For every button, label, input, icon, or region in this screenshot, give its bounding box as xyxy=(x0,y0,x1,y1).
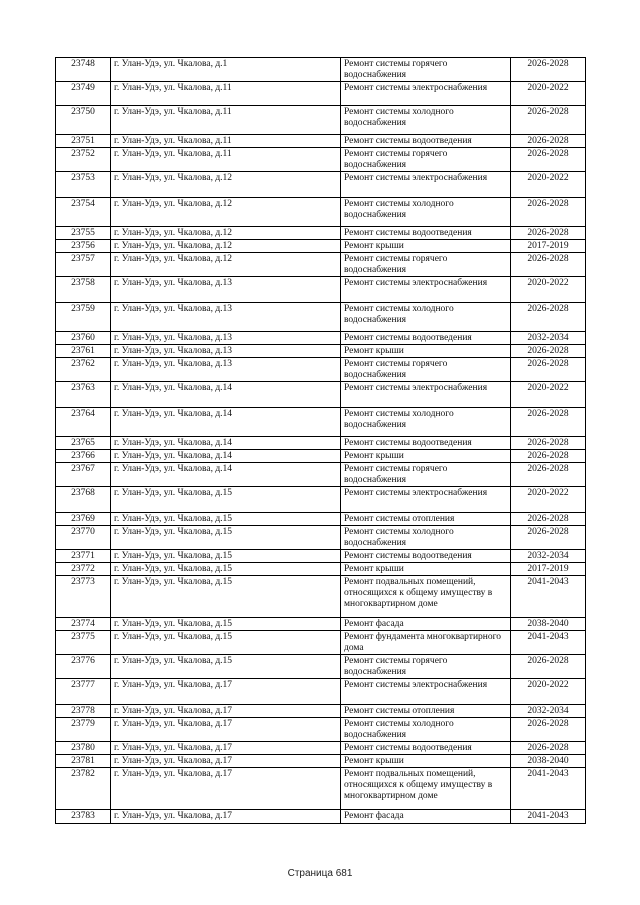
period-cell: 2020-2022 xyxy=(511,679,586,705)
period-cell: 2041-2043 xyxy=(511,631,586,655)
period-cell: 2041-2043 xyxy=(511,768,586,810)
period-cell: 2026-2028 xyxy=(511,450,586,463)
row-number-cell: 23772 xyxy=(56,563,111,576)
work-type-cell: Ремонт системы электроснабжения xyxy=(341,277,511,303)
table-row xyxy=(56,382,586,408)
work-type-cell: Ремонт системы холодного водоснабжения xyxy=(341,198,511,227)
address-cell: г. Улан-Удэ, ул. Чкалова, д.11 xyxy=(111,135,341,148)
address-cell: г. Улан-Удэ, ул. Чкалова, д.17 xyxy=(111,718,341,742)
work-type-cell: Ремонт системы горячего водоснабжения xyxy=(341,358,511,382)
work-type-cell: Ремонт системы водоотведения xyxy=(341,437,511,450)
work-type-cell: Ремонт системы электроснабжения xyxy=(341,172,511,198)
address-cell: г. Улан-Удэ, ул. Чкалова, д.15 xyxy=(111,563,341,576)
period-cell: 2026-2028 xyxy=(511,148,586,172)
period-cell: 2026-2028 xyxy=(511,408,586,437)
address-cell: г. Улан-Удэ, ул. Чкалова, д.15 xyxy=(111,487,341,513)
table-row xyxy=(56,450,586,463)
period-cell: 2038-2040 xyxy=(511,618,586,631)
work-type-cell: Ремонт системы отопления xyxy=(341,705,511,718)
table-row xyxy=(56,408,586,437)
row-number-cell: 23770 xyxy=(56,526,111,550)
row-number-cell: 23781 xyxy=(56,755,111,768)
table-row xyxy=(56,755,586,768)
row-number-cell: 23759 xyxy=(56,303,111,332)
row-number-cell: 23751 xyxy=(56,135,111,148)
table-row xyxy=(56,358,586,382)
table-row xyxy=(56,106,586,135)
work-type-cell: Ремонт системы горячего водоснабжения xyxy=(341,253,511,277)
table-row xyxy=(56,253,586,277)
work-type-cell: Ремонт фасада xyxy=(341,810,511,824)
work-type-cell: Ремонт системы отопления xyxy=(341,513,511,526)
work-type-cell: Ремонт крыши xyxy=(341,240,511,253)
period-cell: 2020-2022 xyxy=(511,172,586,198)
work-type-cell: Ремонт системы водоотведения xyxy=(341,227,511,240)
address-cell: г. Улан-Удэ, ул. Чкалова, д.11 xyxy=(111,148,341,172)
row-number-cell: 23778 xyxy=(56,705,111,718)
table-row xyxy=(56,742,586,755)
table-row xyxy=(56,437,586,450)
work-type-cell: Ремонт системы горячего водоснабжения xyxy=(341,58,511,82)
work-type-cell: Ремонт крыши xyxy=(341,563,511,576)
row-number-cell: 23762 xyxy=(56,358,111,382)
address-cell: г. Улан-Удэ, ул. Чкалова, д.12 xyxy=(111,227,341,240)
period-cell: 2026-2028 xyxy=(511,227,586,240)
table-row xyxy=(56,198,586,227)
row-number-cell: 23777 xyxy=(56,679,111,705)
row-number-cell: 23755 xyxy=(56,227,111,240)
address-cell: г. Улан-Удэ, ул. Чкалова, д.13 xyxy=(111,358,341,382)
work-type-cell: Ремонт системы горячего водоснабжения xyxy=(341,655,511,679)
work-type-cell: Ремонт системы электроснабжения xyxy=(341,679,511,705)
table-row xyxy=(56,303,586,332)
period-cell: 2032-2034 xyxy=(511,332,586,345)
address-cell: г. Улан-Удэ, ул. Чкалова, д.11 xyxy=(111,82,341,106)
address-cell: г. Улан-Удэ, ул. Чкалова, д.14 xyxy=(111,408,341,437)
row-number-cell: 23776 xyxy=(56,655,111,679)
work-type-cell: Ремонт системы водоотведения xyxy=(341,332,511,345)
work-type-cell: Ремонт фасада xyxy=(341,618,511,631)
address-cell: г. Улан-Удэ, ул. Чкалова, д.12 xyxy=(111,240,341,253)
row-number-cell: 23749 xyxy=(56,82,111,106)
row-number-cell: 23771 xyxy=(56,550,111,563)
work-type-cell: Ремонт системы электроснабжения xyxy=(341,382,511,408)
row-number-cell: 23764 xyxy=(56,408,111,437)
address-cell: г. Улан-Удэ, ул. Чкалова, д.15 xyxy=(111,618,341,631)
work-type-cell: Ремонт системы водоотведения xyxy=(341,135,511,148)
address-cell: г. Улан-Удэ, ул. Чкалова, д.13 xyxy=(111,332,341,345)
address-cell: г. Улан-Удэ, ул. Чкалова, д.13 xyxy=(111,345,341,358)
address-cell: г. Улан-Удэ, ул. Чкалова, д.12 xyxy=(111,253,341,277)
work-type-cell: Ремонт системы холодного водоснабжения xyxy=(341,106,511,135)
work-type-cell: Ремонт системы холодного водоснабжения xyxy=(341,408,511,437)
address-cell: г. Улан-Удэ, ул. Чкалова, д.11 xyxy=(111,106,341,135)
work-type-cell: Ремонт крыши xyxy=(341,755,511,768)
period-cell: 2026-2028 xyxy=(511,303,586,332)
work-type-cell: Ремонт крыши xyxy=(341,345,511,358)
address-cell: г. Улан-Удэ, ул. Чкалова, д.17 xyxy=(111,755,341,768)
table-row xyxy=(56,227,586,240)
row-number-cell: 23768 xyxy=(56,487,111,513)
address-cell: г. Улан-Удэ, ул. Чкалова, д.15 xyxy=(111,576,341,618)
table-row xyxy=(56,618,586,631)
row-number-cell: 23758 xyxy=(56,277,111,303)
table-row xyxy=(56,463,586,487)
row-number-cell: 23769 xyxy=(56,513,111,526)
work-type-cell: Ремонт системы водоотведения xyxy=(341,550,511,563)
table-row xyxy=(56,332,586,345)
address-cell: г. Улан-Удэ, ул. Чкалова, д.12 xyxy=(111,198,341,227)
address-cell: г. Улан-Удэ, ул. Чкалова, д.14 xyxy=(111,450,341,463)
address-cell: г. Улан-Удэ, ул. Чкалова, д.1 xyxy=(111,58,341,82)
period-cell: 2026-2028 xyxy=(511,198,586,227)
row-number-cell: 23756 xyxy=(56,240,111,253)
address-cell: г. Улан-Удэ, ул. Чкалова, д.17 xyxy=(111,705,341,718)
period-cell: 2026-2028 xyxy=(511,358,586,382)
work-type-cell: Ремонт системы водоотведения xyxy=(341,742,511,755)
period-cell: 2038-2040 xyxy=(511,755,586,768)
period-cell: 2020-2022 xyxy=(511,82,586,106)
table-row xyxy=(56,679,586,705)
row-number-cell: 23774 xyxy=(56,618,111,631)
work-type-cell: Ремонт крыши xyxy=(341,450,511,463)
address-cell: г. Улан-Удэ, ул. Чкалова, д.15 xyxy=(111,631,341,655)
work-type-cell: Ремонт системы электроснабжения xyxy=(341,82,511,106)
row-number-cell: 23773 xyxy=(56,576,111,618)
period-cell: 2041-2043 xyxy=(511,576,586,618)
address-cell: г. Улан-Удэ, ул. Чкалова, д.13 xyxy=(111,303,341,332)
repair-schedule-table xyxy=(55,57,586,824)
period-cell: 2041-2043 xyxy=(511,810,586,824)
table-row xyxy=(56,277,586,303)
table-row xyxy=(56,631,586,655)
table-row xyxy=(56,563,586,576)
page-number: Страница 681 xyxy=(287,868,353,879)
period-cell: 2032-2034 xyxy=(511,550,586,563)
table-row xyxy=(56,576,586,618)
period-cell: 2026-2028 xyxy=(511,253,586,277)
work-type-cell: Ремонт системы холодного водоснабжения xyxy=(341,718,511,742)
row-number-cell: 23783 xyxy=(56,810,111,824)
period-cell: 2026-2028 xyxy=(511,135,586,148)
period-cell: 2032-2034 xyxy=(511,705,586,718)
row-number-cell: 23766 xyxy=(56,450,111,463)
row-number-cell: 23760 xyxy=(56,332,111,345)
address-cell: г. Улан-Удэ, ул. Чкалова, д.17 xyxy=(111,810,341,824)
row-number-cell: 23782 xyxy=(56,768,111,810)
work-type-cell: Ремонт системы электроснабжения xyxy=(341,487,511,513)
row-number-cell: 23757 xyxy=(56,253,111,277)
address-cell: г. Улан-Удэ, ул. Чкалова, д.14 xyxy=(111,437,341,450)
table-row xyxy=(56,513,586,526)
period-cell: 2026-2028 xyxy=(511,437,586,450)
table-row xyxy=(56,810,586,824)
row-number-cell: 23753 xyxy=(56,172,111,198)
table-row xyxy=(56,487,586,513)
table-row xyxy=(56,148,586,172)
period-cell: 2026-2028 xyxy=(511,718,586,742)
row-number-cell: 23748 xyxy=(56,58,111,82)
address-cell: г. Улан-Удэ, ул. Чкалова, д.17 xyxy=(111,679,341,705)
table-row xyxy=(56,135,586,148)
work-type-cell: Ремонт системы холодного водоснабжения xyxy=(341,526,511,550)
table-row xyxy=(56,82,586,106)
row-number-cell: 23775 xyxy=(56,631,111,655)
row-number-cell: 23750 xyxy=(56,106,111,135)
work-type-cell: Ремонт подвальных помещений, относящихся к общему имуществу в многоквартирном доме xyxy=(341,576,511,618)
table-row xyxy=(56,345,586,358)
address-cell: г. Улан-Удэ, ул. Чкалова, д.15 xyxy=(111,655,341,679)
period-cell: 2026-2028 xyxy=(511,742,586,755)
row-number-cell: 23761 xyxy=(56,345,111,358)
work-type-cell: Ремонт системы горячего водоснабжения xyxy=(341,148,511,172)
row-number-cell: 23763 xyxy=(56,382,111,408)
period-cell: 2020-2022 xyxy=(511,277,586,303)
row-number-cell: 23765 xyxy=(56,437,111,450)
work-type-cell: Ремонт фундамента многоквартирного дома xyxy=(341,631,511,655)
address-cell: г. Улан-Удэ, ул. Чкалова, д.17 xyxy=(111,768,341,810)
period-cell: 2026-2028 xyxy=(511,655,586,679)
table-row xyxy=(56,655,586,679)
row-number-cell: 23767 xyxy=(56,463,111,487)
row-number-cell: 23780 xyxy=(56,742,111,755)
period-cell: 2026-2028 xyxy=(511,106,586,135)
period-cell: 2026-2028 xyxy=(511,513,586,526)
table-row xyxy=(56,526,586,550)
address-cell: г. Улан-Удэ, ул. Чкалова, д.15 xyxy=(111,550,341,563)
period-cell: 2026-2028 xyxy=(511,345,586,358)
address-cell: г. Улан-Удэ, ул. Чкалова, д.14 xyxy=(111,382,341,408)
row-number-cell: 23779 xyxy=(56,718,111,742)
period-cell: 2020-2022 xyxy=(511,382,586,408)
work-type-cell: Ремонт системы холодного водоснабжения xyxy=(341,303,511,332)
period-cell: 2026-2028 xyxy=(511,58,586,82)
period-cell: 2017-2019 xyxy=(511,563,586,576)
table-row xyxy=(56,718,586,742)
table-row xyxy=(56,705,586,718)
period-cell: 2017-2019 xyxy=(511,240,586,253)
address-cell: г. Улан-Удэ, ул. Чкалова, д.13 xyxy=(111,277,341,303)
period-cell: 2026-2028 xyxy=(511,463,586,487)
address-cell: г. Улан-Удэ, ул. Чкалова, д.15 xyxy=(111,513,341,526)
work-type-cell: Ремонт подвальных помещений, относящихся к общему имуществу в многоквартирном доме xyxy=(341,768,511,810)
row-number-cell: 23754 xyxy=(56,198,111,227)
table-row xyxy=(56,768,586,810)
table-row xyxy=(56,172,586,198)
table-row xyxy=(56,550,586,563)
period-cell: 2020-2022 xyxy=(511,487,586,513)
period-cell: 2026-2028 xyxy=(511,526,586,550)
row-number-cell: 23752 xyxy=(56,148,111,172)
address-cell: г. Улан-Удэ, ул. Чкалова, д.15 xyxy=(111,526,341,550)
address-cell: г. Улан-Удэ, ул. Чкалова, д.17 xyxy=(111,742,341,755)
table-row xyxy=(56,240,586,253)
address-cell: г. Улан-Удэ, ул. Чкалова, д.14 xyxy=(111,463,341,487)
address-cell: г. Улан-Удэ, ул. Чкалова, д.12 xyxy=(111,172,341,198)
table-body xyxy=(56,58,586,824)
work-type-cell: Ремонт системы горячего водоснабжения xyxy=(341,463,511,487)
table-row xyxy=(56,58,586,82)
